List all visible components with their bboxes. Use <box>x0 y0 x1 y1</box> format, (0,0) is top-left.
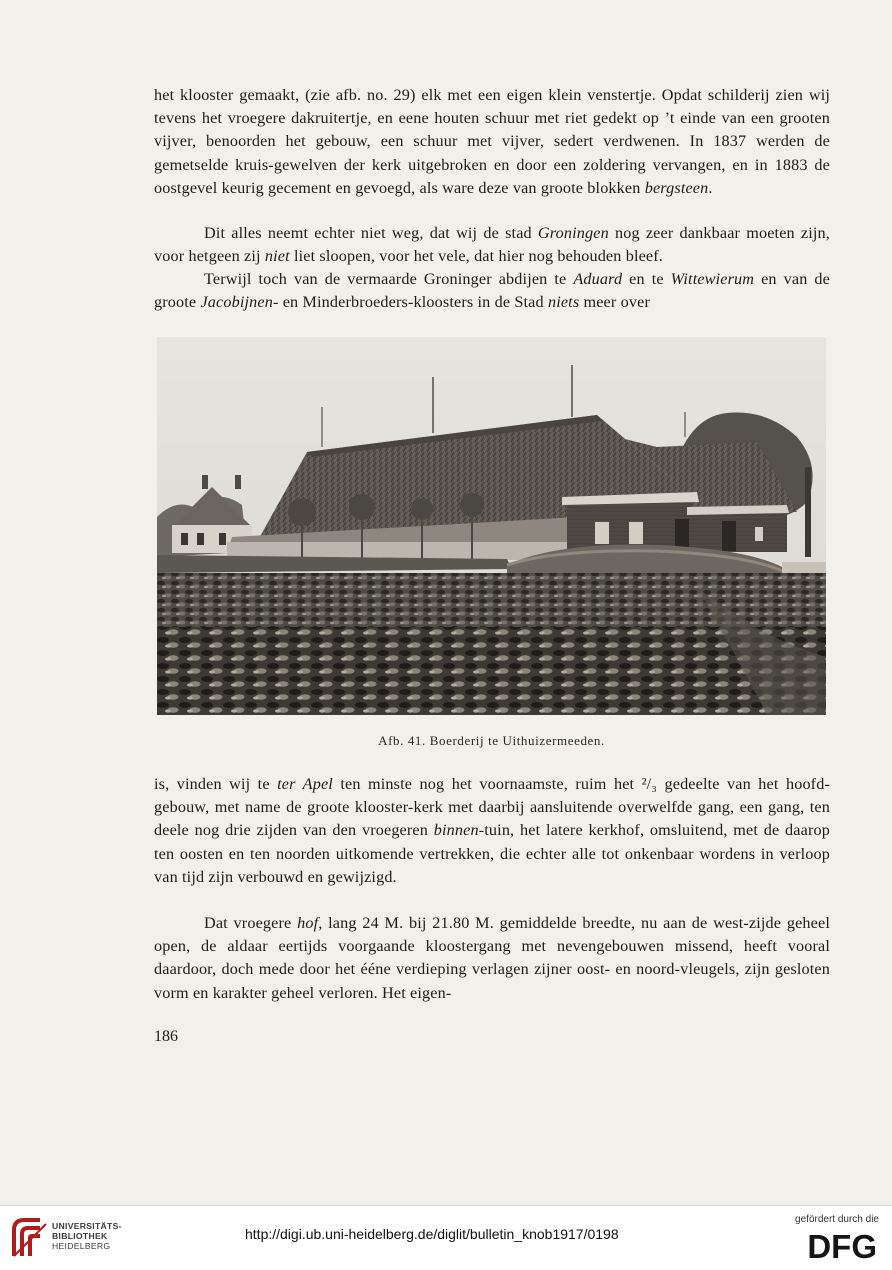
library-name-line3: HEIDELBERG <box>52 1241 111 1251</box>
figure-photo-farmhouse <box>157 337 826 715</box>
italic-term: Groningen <box>537 224 609 242</box>
funding-label: gefördert durch die <box>795 1214 879 1225</box>
paragraph-2: Dit alles neemt echter niet weg, dat wij de stad Groningen nog zeer dankbaar moeten zijn, voor hetgeen zij niet liet sloopen, voor het vele, dat hier nog behouden bleef. <box>154 224 830 266</box>
italic-term: hof <box>297 914 319 932</box>
page-number: 186 <box>154 1028 178 1045</box>
italic-term: niet <box>264 247 290 266</box>
paragraph-5: Dat vroegere hof, lang 24 M. bij 21.80 M. gemiddelde breedte, nu aan de west-zijde geheel open, de aldaar eertijds voorgaande kloostergang met nevengebouwen missend, heeft vooral daardoor, doch mede door het ééne verdieping verlagen zijner oost- en noord-vleugels, zijn gesloten vorm en karakter geheel verloren. Het eigen- <box>154 914 830 1002</box>
library-name-line1: UNIVERSITÄTS- <box>52 1221 122 1231</box>
italic-term: bergsteen <box>644 178 709 197</box>
library-name-line2: BIBLIOTHEK <box>52 1231 108 1241</box>
ub-heidelberg-logo-icon[interactable] <box>10 1216 50 1258</box>
italic-term: niets <box>547 293 580 312</box>
paragraph-3: Terwijl toch van de vermaarde Groninger abdijen te Aduard en te Wittewierum en van de groote Jacobijnen- en Minderbroeders-kloosters in de Stad niets meer over <box>154 270 831 312</box>
figure-caption: Afb. 41. Boerderij te Uithuizermeeden. <box>378 733 605 748</box>
paragraph-4: is, vinden wij te ter Apel ten minste nog het voornaamste, ruim het ²/₃ gedeelte van het hoofd-gebouw, met name de groote klooster-kerk met daarbij aansluitende overwelfde gang, een gang, ten deele nog drie zijden van den vroegeren binnen-tuin, het latere kerkhof, omsluitend, met de daarop ten oosten en ten noorden uitkomende vertrekken, die echter alle tot onkenbaar wordens in verloop van tijd zijn verbouwd en gewijzigd. <box>154 775 831 886</box>
dfg-logo-icon[interactable] <box>793 1229 879 1263</box>
paragraph-1: het klooster gemaakt, (zie afb. no. 29) elk met een eigen klein venstertje. Opdat schilderij zien wij tevens het vroegere dakruitertje, en eene houten schuur met riet gedekt op ’t einde van een grooten vijver, benoorden het gebouw, een schuur met vijver, sedert verdwenen. In 1837 werden de gemetselde kruis-gewelven der kerk uitgebroken en door een zoldering vervangen, en in 1883 de oostgevel keurig gecement en gevoegd, als ware deze van groote blokken bergsteen. <box>154 86 830 197</box>
italic-term: Aduard <box>573 270 623 288</box>
document-url-link[interactable]: http://digi.ub.uni-heidelberg.de/diglit/bulletin_knob1917/0198 <box>245 1226 619 1242</box>
italic-term: binnen <box>433 821 479 840</box>
italic-term: ter Apel <box>277 775 333 793</box>
library-name[interactable] <box>52 1221 122 1251</box>
italic-term: Wittewierum <box>670 270 755 288</box>
italic-term: Jacobijnen- <box>200 293 279 312</box>
viewer-footer <box>0 1205 892 1270</box>
dfg-logo-text: DFG <box>807 1229 877 1263</box>
